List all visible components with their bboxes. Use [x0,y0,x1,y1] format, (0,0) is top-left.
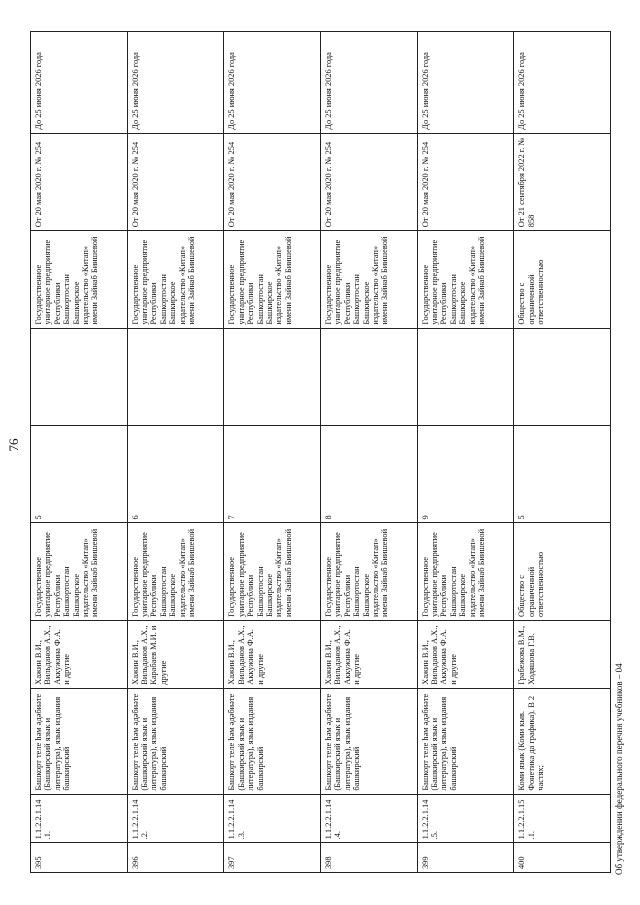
footer-note: Об утверждении федерального перечня учебников – 04 [614,663,624,875]
row-number-cell: 395 [31,843,128,873]
valid-until-cell: До 25 июня 2026 года [224,32,321,134]
grade-cell: 5 [514,426,611,523]
code-cell: 1.1.2.2.1.14.3. [224,794,321,843]
publisher-cell: Государственное унитарное предприятие Республики Башкортостан Башкирское издательство «Китап» имени Зайнаб Биишевой [224,523,321,620]
grade-cell: 9 [417,426,514,523]
publisher-full-cell: Государственное унитарное предприятие Республики Башкортостан Башкирское издательство «Китап» имени Зайнаб Биишевой [31,231,128,328]
order-cell: От 20 мая 2020 г. № 254 [320,133,417,230]
publisher-cell: Государственное унитарное предприятие Республики Башкортостан Башкирское издательство «Китап» имени Зайнаб Биишевой [417,523,514,620]
empty-cell [514,328,611,425]
title-cell: Башкорт теле həм əдəбиəте (Башкирский язык и литература), язык издания башкирский [320,688,417,794]
empty-cell [224,328,321,425]
publisher-full-cell: Государственное унитарное предприятие Республики Башкортостан Башкирское издательство «Китап» имени Зайнаб Биишевой [417,231,514,328]
publisher-cell: Государственное унитарное предприятие Республики Башкортостан Башкирское издательство «Китап» имени Зайнаб Биишевой [127,523,224,620]
valid-until-cell: До 25 июня 2026 года [320,32,417,134]
code-cell: 1.1.2.2.1.14.4. [320,794,417,843]
publisher-full-cell: Государственное унитарное предприятие Республики Башкортостан Башкирское издательство «Китап» имени Зайнаб Биишевой [224,231,321,328]
authors-cell: Хажин В.И., Вильданов А.Х., Аккужина Ф.А. и другие [31,620,128,688]
publisher-full-cell: Государственное унитарное предприятие Республики Башкортостан Башкирское издательство «Китап» имени Зайнаб Биишевой [320,231,417,328]
empty-cell [320,328,417,425]
textbook-table [30,31,611,873]
order-cell: От 20 мая 2020 г. № 254 [31,133,128,230]
row-number-cell: 397 [224,843,321,873]
order-cell: От 21 сентября 2022 г. № 858 [514,133,611,230]
order-cell: От 20 мая 2020 г. № 254 [224,133,321,230]
row-number-cell: 400 [514,843,611,873]
valid-until-cell: До 25 июня 2026 года [417,32,514,134]
table-row [31,32,128,873]
grade-cell: 5 [31,426,128,523]
grade-cell: 8 [320,426,417,523]
grade-cell: 6 [127,426,224,523]
grade-cell: 7 [224,426,321,523]
publisher-cell: Государственное унитарное предприятие Республики Башкортостан Башкирское издательство «Китап» имени Зайнаб Биишевой [31,523,128,620]
code-cell: 1.1.2.2.1.14.5. [417,794,514,843]
row-number-cell: 396 [127,843,224,873]
publisher-cell: Общество с ограниченной ответственностью [514,523,611,620]
empty-cell [31,328,128,425]
authors-cell: Грабежова В.М., Ходяшова Г.В. [514,620,611,688]
code-cell: 1.1.2.2.1.14.2. [127,794,224,843]
table-row [514,32,611,873]
title-cell: Башкорт теле həм əдəбиəте (Башкирский язык и литература), язык издания башкирский [127,688,224,794]
title-cell: Коми язык (Коми кыв. Фонетика да графика). В 2 частях; [514,688,611,794]
empty-cell [417,328,514,425]
order-cell: От 20 мая 2020 г. № 254 [127,133,224,230]
table-row [224,32,321,873]
title-cell: Башкорт теле həм əдəбиəте (Башкирский язык и литература), язык издания башкирский [224,688,321,794]
publisher-full-cell: Государственное унитарное предприятие Республики Башкортостан Башкирское издательство «Китап» имени Зайнаб Биишевой [127,231,224,328]
empty-cell [127,328,224,425]
publisher-cell: Государственное унитарное предприятие Республики Башкортостан Башкирское издательство «Китап» имени Зайнаб Биишевой [320,523,417,620]
row-number-cell: 398 [320,843,417,873]
valid-until-cell: До 25 июня 2026 года [31,32,128,134]
table-row [320,32,417,873]
authors-cell: Хажин В.И., Вильданов А.Х., Аккужина Ф.А. и другие [320,620,417,688]
table-row [417,32,514,873]
valid-until-cell: До 25 июня 2026 года [127,32,224,134]
valid-until-cell: До 25 июня 2026 года [514,32,611,134]
authors-cell: Хажин В.И., Вильданов А.Х., Аккужина Ф.А. и другие [224,620,321,688]
page-number: 76 [6,438,21,452]
row-number-cell: 399 [417,843,514,873]
code-cell: 1.1.2.2.1.14.1. [31,794,128,843]
table-row [127,32,224,873]
publisher-full-cell: Общество с ограниченной ответственностью [514,231,611,328]
title-cell: Башкорт теле həм əдəбиəте (Башкирский язык и литература), язык издания башкирский [417,688,514,794]
authors-cell: Хажин В.И., Вильданов А.Х., Аккужина Ф.А. и другие [417,620,514,688]
title-cell: Башкорт теле həм əдəбиəте (Башкирский язык и литература), язык издания башкирский [31,688,128,794]
code-cell: 1.1.2.2.1.15.1. [514,794,611,843]
order-cell: От 20 мая 2020 г. № 254 [417,133,514,230]
authors-cell: Хажин В.И., Вильданов А.Х., Карабаев М.И. и другие [127,620,224,688]
